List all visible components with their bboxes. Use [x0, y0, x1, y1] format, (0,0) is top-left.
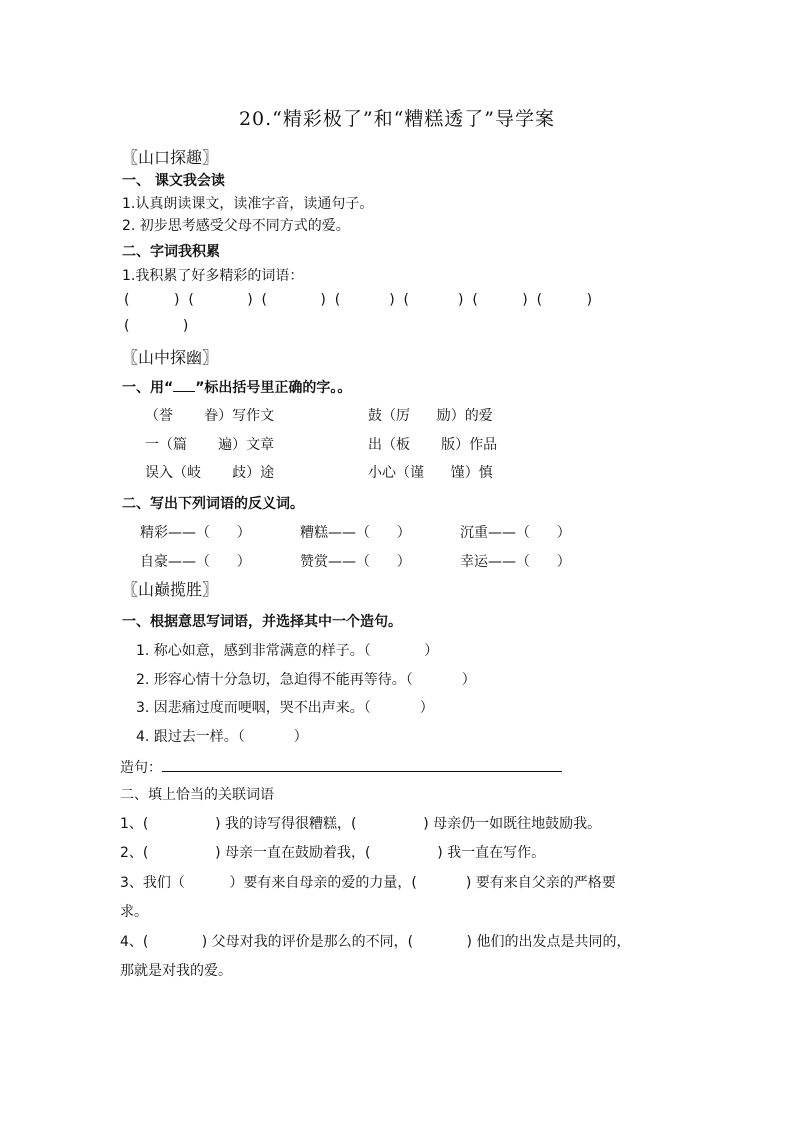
antonym-2a: 自豪——（ ）: [140, 554, 251, 570]
part1-item-2: 2. 初步思考感受父母不同方式的爱。: [122, 218, 350, 234]
antonym-1b: 糟糕——（ ）: [300, 525, 411, 541]
sentence-label: 造句：: [120, 760, 162, 776]
char-choice-1a: （誉 眷）写作文: [145, 408, 275, 424]
sentence-answer-line[interactable]: [162, 759, 562, 772]
char-choice-3b: 小心（谨 馑）慎: [368, 465, 493, 481]
char-choice-3a: 误入（岐 歧）途: [145, 465, 275, 481]
conjunction-item-3: 3、我们（ ）要有来自母亲的爱的力量，( ) 要有来自父亲的严格要: [120, 875, 616, 891]
conjunction-item-1: 1、( ) 我的诗写得很糟糕，( ) 母亲仍一如既往地鼓励我。: [120, 816, 602, 832]
conjunction-item-2: 2、( ) 母亲一直在鼓励着我，( ) 我一直在写作。: [120, 845, 546, 861]
conjunction-item-3-cont: 求。: [120, 904, 148, 920]
antonym-2c: 幸运——（ ）: [460, 554, 571, 570]
s3-q2-title: 二、填上恰当的关联词语: [120, 787, 274, 803]
word-blanks-row-2: ( ): [124, 318, 189, 334]
conjunction-item-4-cont: 那就是对我的爱。: [120, 963, 232, 979]
meaning-item-4: 4. 跟过去一样。（ ）: [136, 729, 308, 745]
antonym-1a: 精彩——（ ）: [140, 525, 251, 541]
meaning-item-3: 3. 因悲痛过度而哽咽，哭不出声来。（ ）: [136, 700, 434, 716]
part1-item-1: 1.认真朗读课文，读准字音，读通句子。: [122, 196, 374, 212]
page-title: 20.“精彩极了”和“糟糕透了”导学案: [238, 108, 556, 130]
q2-title: 二、写出下列词语的反义词。: [122, 496, 304, 512]
conjunction-item-4: 4、( ) 父母对我的评价是那么的不同，( ) 他们的出发点是共同的，: [120, 934, 631, 950]
underline-mark: [173, 379, 195, 392]
part2-title: 二、字词我积累: [122, 244, 220, 260]
s3-q1-title: 一、根据意思写词语，并选择其中一个造句。: [122, 614, 402, 630]
antonym-1c: 沉重——（ ）: [460, 525, 571, 541]
q1-title-suffix: ”标出括号里正确的字。。: [195, 380, 352, 396]
section-heading-2: 〖山中探幽〗: [122, 348, 219, 367]
section-heading-3: 〖山巅揽胜〗: [122, 580, 219, 599]
antonym-2b: 赞赏——（ ）: [300, 554, 411, 570]
char-choice-2b: 出（板 版）作品: [368, 437, 498, 453]
sentence-row: [120, 757, 562, 777]
part2-prompt: 1.我积累了好多精彩的词语：: [122, 268, 304, 284]
char-choice-2a: 一（篇 遍）文章: [145, 437, 275, 453]
section-heading-1: 〖山口探趣〗: [122, 148, 219, 167]
meaning-item-2: 2. 形容心情十分急切，急迫得不能再等待。（ ）: [136, 672, 476, 688]
meaning-item-1: 1. 称心如意，感到非常满意的样子。（ ）: [136, 643, 439, 659]
char-choice-1b: 鼓（厉 励）的爱: [368, 408, 493, 424]
q1-title: [122, 377, 351, 397]
part1-title: 一、 课文我会读: [122, 173, 225, 189]
q1-title-prefix: 一、用“: [122, 380, 174, 396]
word-blanks-row-1: ( ) ( ) ( ) ( ) ( ) ( ) ( ): [124, 292, 593, 308]
